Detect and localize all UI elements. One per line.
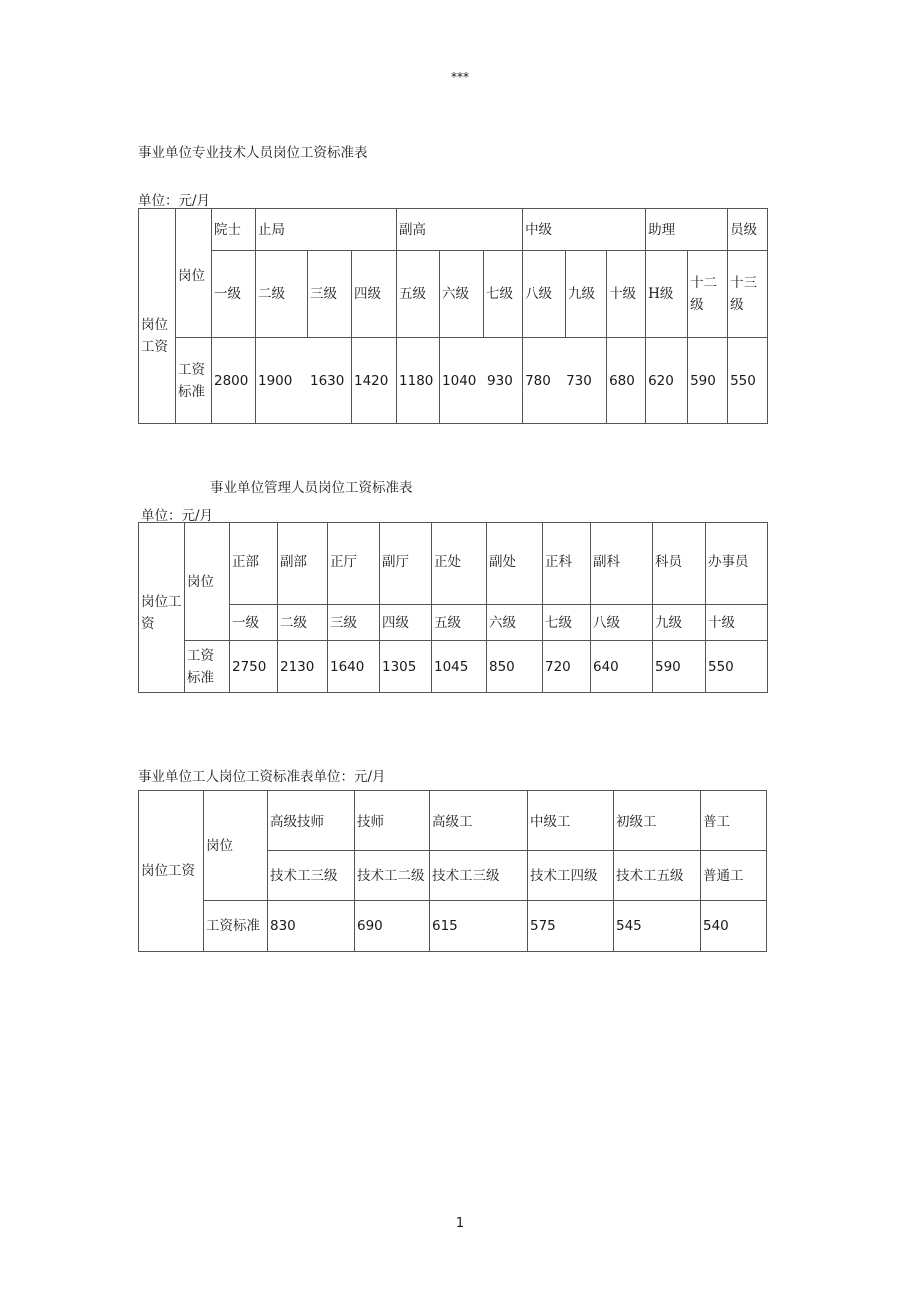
wage-cell: 690 xyxy=(355,901,430,952)
wage-cell: 830 xyxy=(268,901,355,952)
category-cell: 员级 xyxy=(728,209,768,251)
wage-value: 1630 xyxy=(310,372,345,389)
level-cell: 八级 xyxy=(523,251,566,338)
level-cell: 六级 xyxy=(487,605,543,641)
professional-wage-table xyxy=(138,208,768,424)
post-cell: 科员 xyxy=(653,523,706,605)
table1-title: 事业单位专业技术人员岗位工资标准表 xyxy=(138,145,368,161)
level-cell: 技术工五级 xyxy=(614,851,701,901)
wage-cell: 2800 xyxy=(212,338,256,424)
wage-cell: 2130 xyxy=(278,641,328,693)
wage-cell: 2750 xyxy=(230,641,278,693)
wage-value: 780 xyxy=(525,372,551,389)
row-label-cell: 岗位工资 xyxy=(139,209,176,424)
wage-cell: 1305 xyxy=(380,641,432,693)
level-cell: 九级 xyxy=(653,605,706,641)
level-cell: 七级 xyxy=(484,251,523,338)
category-cell: 中级 xyxy=(523,209,646,251)
level-cell: 二级 xyxy=(256,251,308,338)
wage-cell xyxy=(440,338,523,424)
wage-label-cell: 工资标准 xyxy=(176,338,212,424)
post-cell: 副厅 xyxy=(380,523,432,605)
level-cell: 五级 xyxy=(432,605,487,641)
table3-title: 事业单位工人岗位工资标准表单位：元/月 xyxy=(138,769,386,785)
wage-cell: 1640 xyxy=(328,641,380,693)
wage-cell: 550 xyxy=(706,641,768,693)
wage-value: 1900 xyxy=(258,372,293,389)
wage-label-cell: 工资标准 xyxy=(185,641,230,693)
row-label-cell: 岗位工资 xyxy=(139,791,204,952)
level-cell: 七级 xyxy=(543,605,591,641)
management-wage-table xyxy=(138,522,768,693)
level-cell: 技术工三级 xyxy=(430,851,528,901)
wage-cell: 615 xyxy=(430,901,528,952)
level-cell: 四级 xyxy=(380,605,432,641)
level-cell: 九级 xyxy=(566,251,607,338)
level-cell: 普通工 xyxy=(701,851,767,901)
wage-value: 730 xyxy=(566,372,592,389)
wage-cell xyxy=(256,338,352,424)
wage-cell: 680 xyxy=(607,338,646,424)
post-label-cell: 岗位 xyxy=(176,209,212,338)
page-header-mark: *** xyxy=(451,70,469,84)
post-cell: 初级工 xyxy=(614,791,701,851)
level-cell: 六级 xyxy=(440,251,484,338)
category-cell: 院士 xyxy=(212,209,256,251)
post-cell: 普工 xyxy=(701,791,767,851)
wage-cell: 545 xyxy=(614,901,701,952)
page-number: 1 xyxy=(455,1216,465,1231)
post-cell: 技师 xyxy=(355,791,430,851)
level-cell: 五级 xyxy=(397,251,440,338)
level-cell: 技术工三级 xyxy=(268,851,355,901)
level-cell: 四级 xyxy=(352,251,397,338)
wage-cell: 550 xyxy=(728,338,768,424)
row-label-cell: 岗位工资 xyxy=(139,523,185,693)
wage-cell: 540 xyxy=(701,901,767,952)
category-cell: 副高 xyxy=(397,209,523,251)
wage-cell: 1420 xyxy=(352,338,397,424)
post-cell: 高级技师 xyxy=(268,791,355,851)
wage-cell: 620 xyxy=(646,338,688,424)
wage-cell: 590 xyxy=(688,338,728,424)
level-cell: 技术工二级 xyxy=(355,851,430,901)
wage-cell: 640 xyxy=(591,641,653,693)
post-cell: 高级工 xyxy=(430,791,528,851)
level-cell: 一级 xyxy=(212,251,256,338)
worker-wage-table xyxy=(138,790,767,952)
level-cell: 二级 xyxy=(278,605,328,641)
wage-value: 930 xyxy=(487,372,513,389)
post-label-cell: 岗位 xyxy=(185,523,230,641)
post-cell: 中级工 xyxy=(528,791,614,851)
post-cell: 正科 xyxy=(543,523,591,605)
wage-cell xyxy=(523,338,607,424)
level-cell: 技术工四级 xyxy=(528,851,614,901)
level-cell: 三级 xyxy=(308,251,352,338)
post-label-cell: 岗位 xyxy=(204,791,268,901)
level-cell: 十二级 xyxy=(688,251,728,338)
post-cell: 副部 xyxy=(278,523,328,605)
wage-cell: 850 xyxy=(487,641,543,693)
post-cell: 正处 xyxy=(432,523,487,605)
post-cell: 副处 xyxy=(487,523,543,605)
category-cell: 助理 xyxy=(646,209,728,251)
table2-unit: 单位：元/月 xyxy=(141,508,214,524)
level-cell: 一级 xyxy=(230,605,278,641)
wage-cell: 575 xyxy=(528,901,614,952)
level-cell: 十级 xyxy=(607,251,646,338)
post-cell: 副科 xyxy=(591,523,653,605)
wage-label-cell: 工资标准 xyxy=(204,901,268,952)
level-cell: 十级 xyxy=(706,605,768,641)
wage-cell: 1045 xyxy=(432,641,487,693)
wage-cell: 590 xyxy=(653,641,706,693)
level-cell: 十三级 xyxy=(728,251,768,338)
post-cell: 正厅 xyxy=(328,523,380,605)
level-cell: 八级 xyxy=(591,605,653,641)
table1-unit: 单位：元/月 xyxy=(138,193,211,209)
wage-cell: 1180 xyxy=(397,338,440,424)
wage-value: 1040 xyxy=(442,372,477,389)
wage-cell: 720 xyxy=(543,641,591,693)
level-cell: 三级 xyxy=(328,605,380,641)
post-cell: 正部 xyxy=(230,523,278,605)
table2-title: 事业单位管理人员岗位工资标准表 xyxy=(210,480,413,496)
level-cell: H级 xyxy=(646,251,688,338)
category-cell: 止局 xyxy=(256,209,397,251)
post-cell: 办事员 xyxy=(706,523,768,605)
